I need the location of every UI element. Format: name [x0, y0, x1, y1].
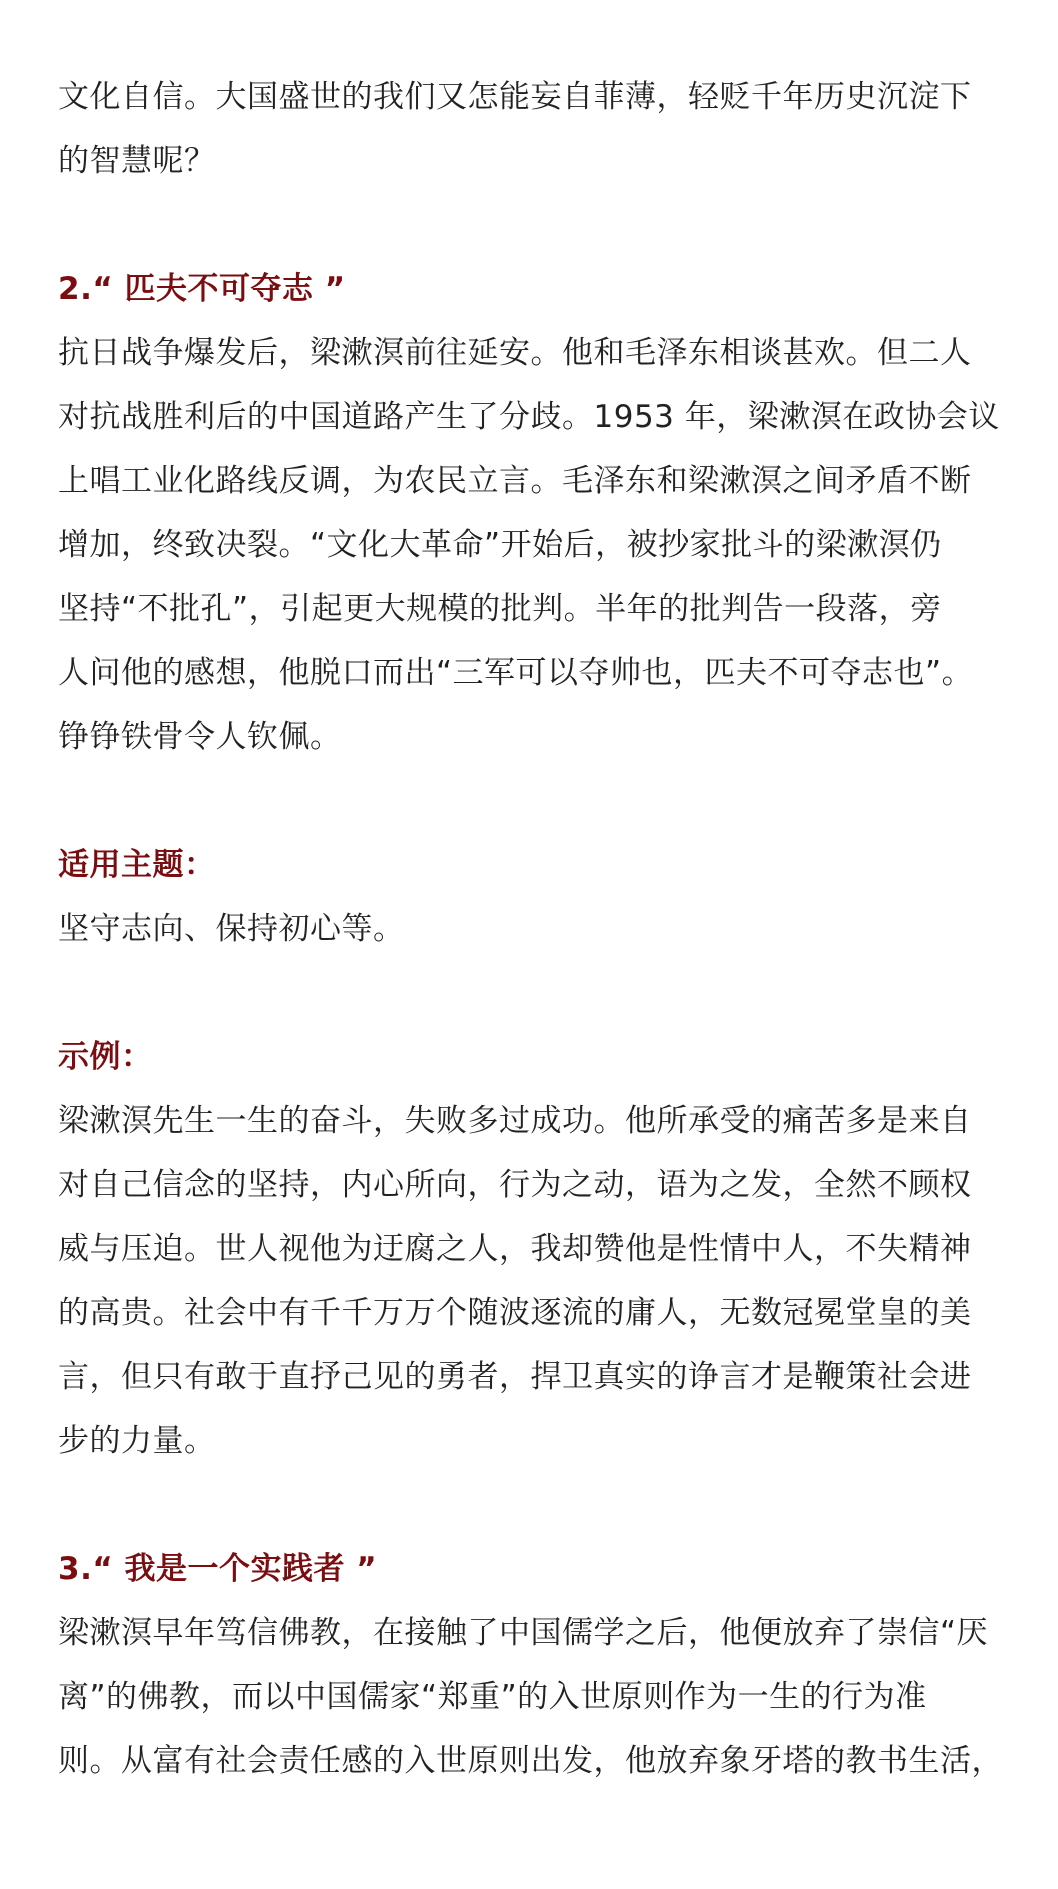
heading-text: 适用主题： [58, 847, 216, 883]
text-line: 则。从富有社会责任感的入世原则出发，他放弃象牙塔的教书生活， [58, 1743, 1003, 1779]
heading-applicable-topics [58, 833, 1018, 897]
text-line: 增加，终致决裂。“文化大革命”开始后，被抄家批斗的梁漱溟仍 [58, 527, 942, 563]
text-line: 对抗战胜利后的中国道路产生了分歧。1953 年，梁漱溟在政协会议 [58, 399, 1000, 435]
article-page [58, 0, 1018, 1793]
heading-example [58, 1025, 1018, 1089]
text-line: 梁漱溟先生一生的奋斗，失败多过成功。他所承受的痛苦多是来自 [58, 1103, 972, 1139]
text-line: 的高贵。社会中有千千万万个随波逐流的庸人，无数冠冕堂皇的美 [58, 1295, 972, 1331]
spacer [58, 961, 1018, 1025]
heading-text: 2.“ 匹夫不可夺志 ” [58, 271, 346, 307]
text-line: 离”的佛教，而以中国儒家“郑重”的入世原则作为一生的行为准 [58, 1679, 927, 1715]
text-line: 上唱工业化路线反调，为农民立言。毛泽东和梁漱溟之间矛盾不断 [58, 463, 972, 499]
text-line: 坚守志向、保持初心等。 [58, 911, 405, 947]
text-line: 言，但只有敢于直抒己见的勇者，捍卫真实的诤言才是鞭策社会进 [58, 1359, 972, 1395]
paragraph-intro-end [58, 65, 1018, 193]
section-heading-2 [58, 257, 1018, 321]
spacer [58, 193, 1018, 257]
text-line: 人问他的感想，他脱口而出“三军可以夺帅也，匹夫不可夺志也”。 [58, 655, 974, 691]
heading-text: 3.“ 我是一个实践者 ” [58, 1551, 378, 1587]
text-line: 梁漱溟早年笃信佛教，在接触了中国儒学之后，他便放弃了崇信“厌 [58, 1615, 989, 1651]
spacer [58, 769, 1018, 833]
paragraph-example [58, 1089, 1018, 1473]
spacer [58, 1473, 1018, 1537]
text-line: 坚持“不批孔”，引起更大规模的批判。半年的批判告一段落，旁 [58, 591, 942, 627]
text-line: 铮铮铁骨令人钦佩。 [58, 719, 342, 755]
paragraph-topics [58, 897, 1018, 961]
text-line: 抗日战争爆发后，梁漱溟前往延安。他和毛泽东相谈甚欢。但二人 [58, 335, 972, 371]
text-line: 文化自信。大国盛世的我们又怎能妄自菲薄，轻贬千年历史沉淀下 [58, 79, 972, 115]
paragraph-section-2 [58, 321, 1018, 769]
text-line: 的智慧呢？ [58, 143, 216, 179]
text-line: 威与压迫。世人视他为迂腐之人，我却赞他是性情中人，不失精神 [58, 1231, 972, 1267]
text-line: 步的力量。 [58, 1423, 216, 1459]
paragraph-section-3 [58, 1601, 1018, 1793]
heading-text: 示例： [58, 1039, 153, 1075]
section-heading-3 [58, 1537, 1018, 1601]
text-line: 对自己信念的坚持，内心所向，行为之动，语为之发，全然不顾权 [58, 1167, 972, 1203]
